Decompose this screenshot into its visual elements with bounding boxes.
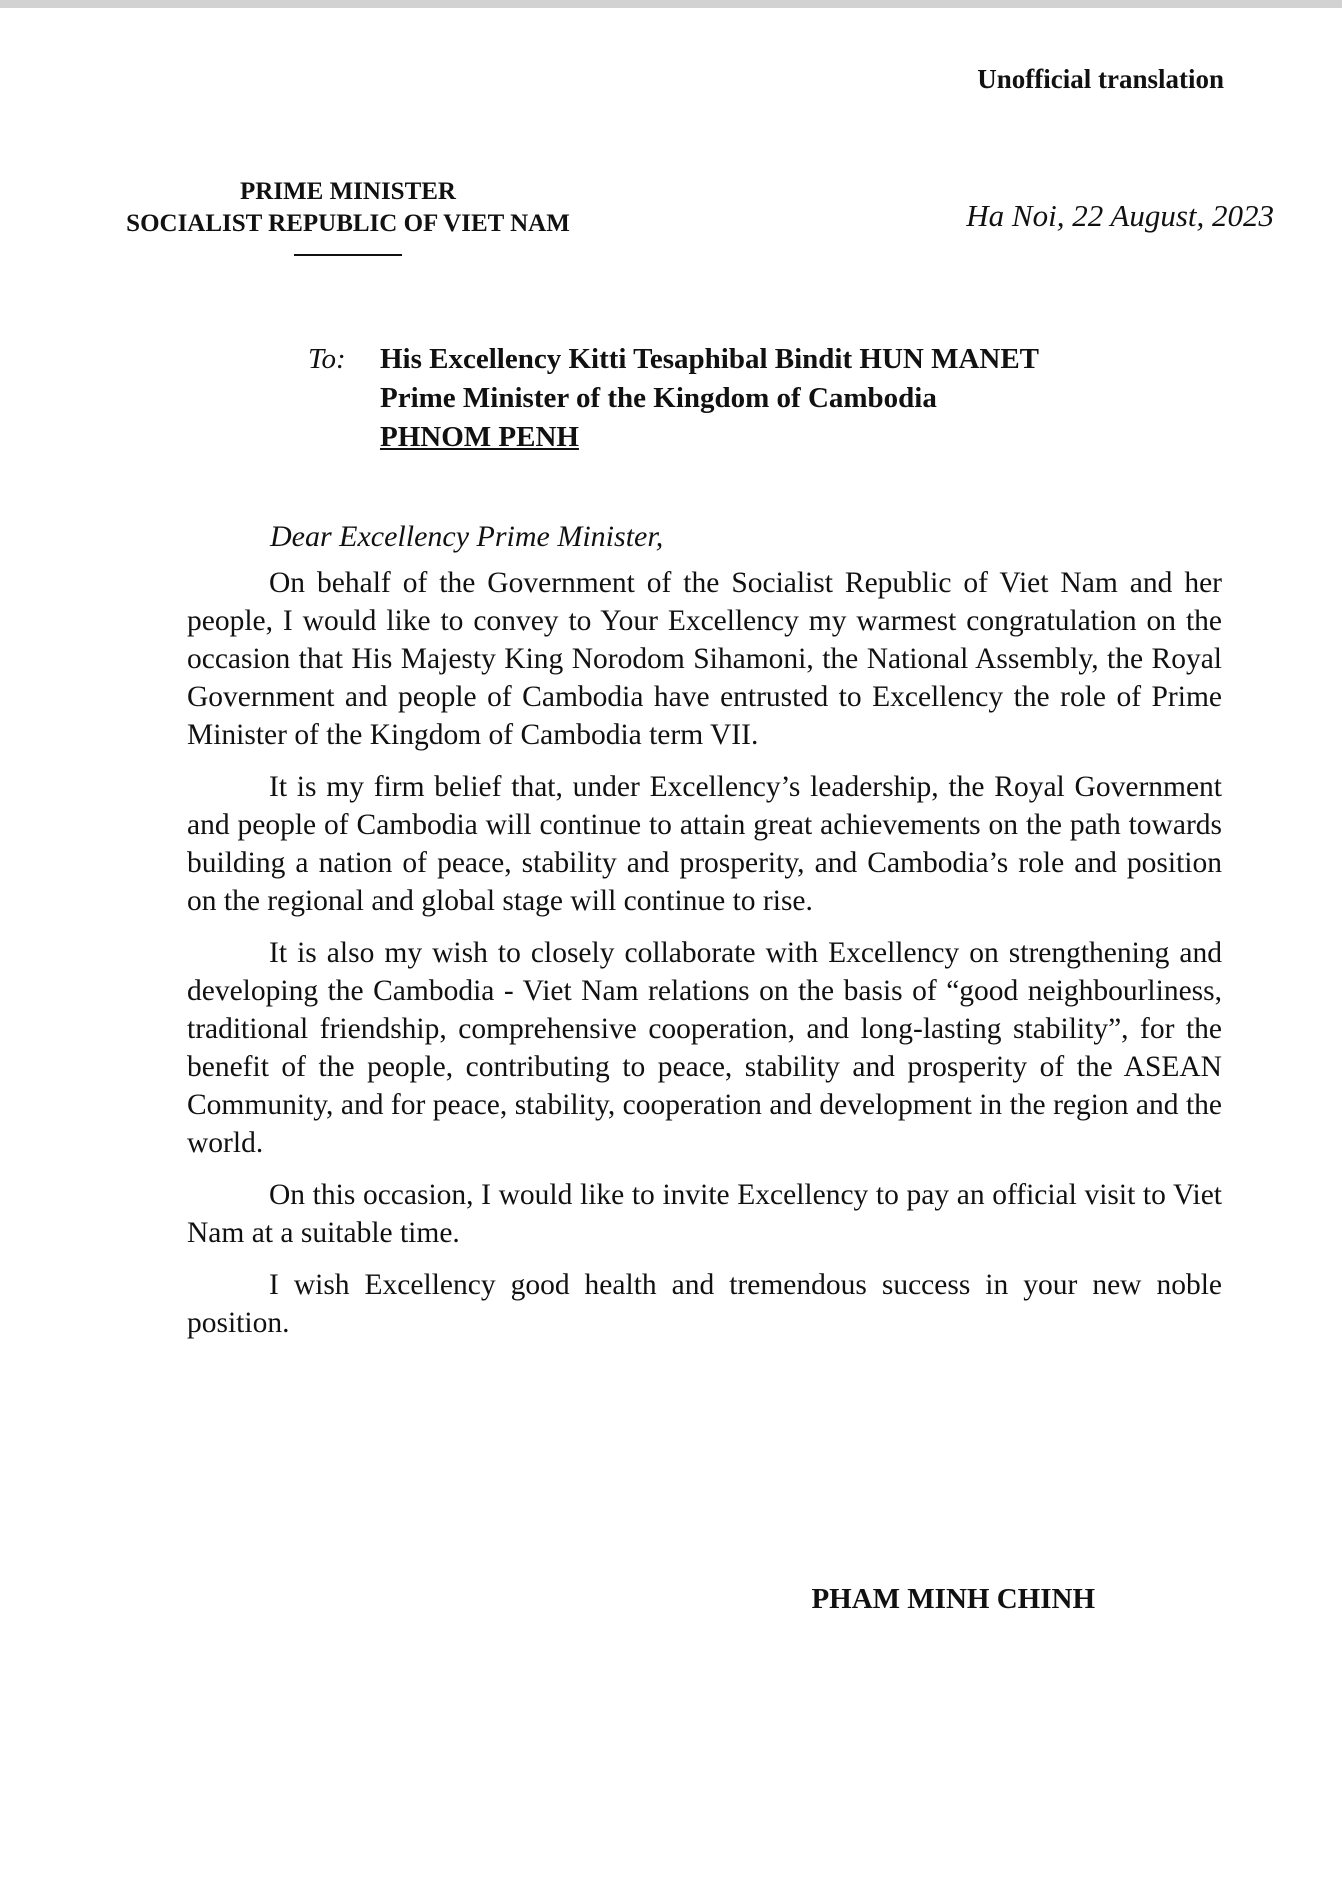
paragraph-wishes: I wish Excellency good health and tremendous success in your new noble position. bbox=[187, 1269, 1222, 1339]
recipient-title: Prime Minister of the Kingdom of Cambodia bbox=[380, 382, 937, 414]
sender-divider bbox=[294, 254, 402, 256]
sender-title: PRIME MINISTER bbox=[240, 178, 456, 205]
paragraph-belief: It is my firm belief that, under Excellency’s leadership, the Royal Government and people of Cambodia will continue to attain great achievements on the path towards building a nation of peace, stability and prosperity, and Cambodia’s role and position on the regional and global stage will continue to rise. bbox=[187, 771, 1222, 917]
paragraph-congratulation: On behalf of the Government of the Socialist Republic of Viet Nam and her people, I would like to convey to Your Excellency my warmest congratulation on the occasion that His Majesty King Norodom Sihamoni, the National Assembly, the Royal Government and people of Cambodia have entrusted to Excellency the role of Prime Minister of the Kingdom of Cambodia term VII. bbox=[187, 567, 1222, 751]
to-label: To: bbox=[308, 343, 346, 375]
paragraph-invitation: On this occasion, I would like to invite Excellency to pay an official visit to Viet Nam at a suitable time. bbox=[187, 1179, 1222, 1249]
salutation: Dear Excellency Prime Minister, bbox=[270, 520, 664, 553]
paragraph-collaboration: It is also my wish to closely collaborate with Excellency on strengthening and developing the Cambodia - Viet Nam relations on the basis of “good neighbourliness, traditional friendship, comprehensive cooperation, and long-lasting stability”, for the benefit of the people, contributing to peace, stability and prosperity of the ASEAN Community, and for peace, stability, cooperation and development in the region and the world. bbox=[187, 937, 1222, 1159]
recipient-block bbox=[308, 340, 1039, 457]
unofficial-translation-note: Unofficial translation bbox=[977, 64, 1224, 94]
top-edge-strip bbox=[0, 0, 1342, 8]
sender-country: SOCIALIST REPUBLIC OF VIET NAM bbox=[126, 210, 570, 237]
recipient-lines bbox=[380, 340, 1039, 457]
signature-name: PHAM MINH CHINH bbox=[811, 1583, 1095, 1615]
recipient-name: His Excellency Kitti Tesaphibal Bindit HUN MANET bbox=[380, 343, 1040, 375]
place-date: Ha Noi, 22 August, 2023 bbox=[966, 198, 1274, 233]
recipient-city: PHNOM PENH bbox=[380, 421, 579, 453]
letter-body bbox=[187, 564, 1222, 1356]
sender-block bbox=[100, 176, 596, 256]
